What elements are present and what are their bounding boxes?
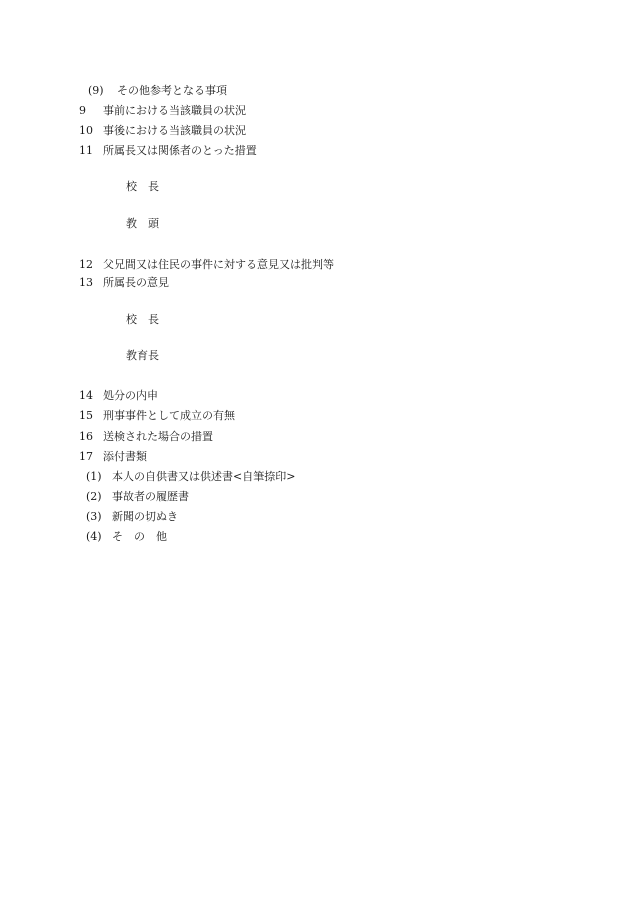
item-text: 処分の内申 (103, 389, 158, 402)
signature-label: 校 長 (126, 180, 159, 193)
signature-label: 教 頭 (126, 217, 159, 230)
item-text: 刑事事件として成立の有無 (103, 409, 235, 422)
item-number: (2) (86, 490, 102, 503)
item-text: 所属長の意見 (103, 276, 169, 289)
item-number: 13 (79, 276, 93, 289)
item-number: 10 (79, 124, 93, 137)
item-text: 事故者の履歴書 (112, 490, 189, 503)
signature-label: 校 長 (126, 313, 159, 326)
item-number: (4) (86, 530, 102, 543)
item-text: 本人の自供書又は供述書<自筆捺印> (112, 470, 296, 483)
item-text: 送検された場合の措置 (103, 430, 213, 443)
item-number: 12 (79, 258, 93, 271)
item-text: 新聞の切ぬき (112, 510, 178, 523)
item-number: 11 (79, 144, 93, 157)
item-number: 14 (79, 389, 93, 402)
item-number: 15 (79, 409, 93, 422)
item-text: 添付書類 (103, 450, 147, 463)
item-text: 父兄間又は住民の事件に対する意見又は批判等 (103, 258, 334, 271)
item-number: 16 (79, 430, 93, 443)
item-number: (1) (86, 470, 102, 483)
item-number: (9) (88, 84, 104, 97)
item-number: 17 (79, 450, 93, 463)
item-text: その他参考となる事項 (117, 84, 227, 97)
item-number: (3) (86, 510, 102, 523)
item-text: 事後における当該職員の状況 (103, 124, 246, 137)
item-number: 9 (79, 104, 86, 117)
item-text: そ の 他 (112, 530, 167, 543)
item-text: 所属長又は関係者のとった措置 (103, 144, 257, 157)
signature-label: 教育長 (126, 349, 159, 362)
item-text: 事前における当該職員の状況 (103, 104, 246, 117)
